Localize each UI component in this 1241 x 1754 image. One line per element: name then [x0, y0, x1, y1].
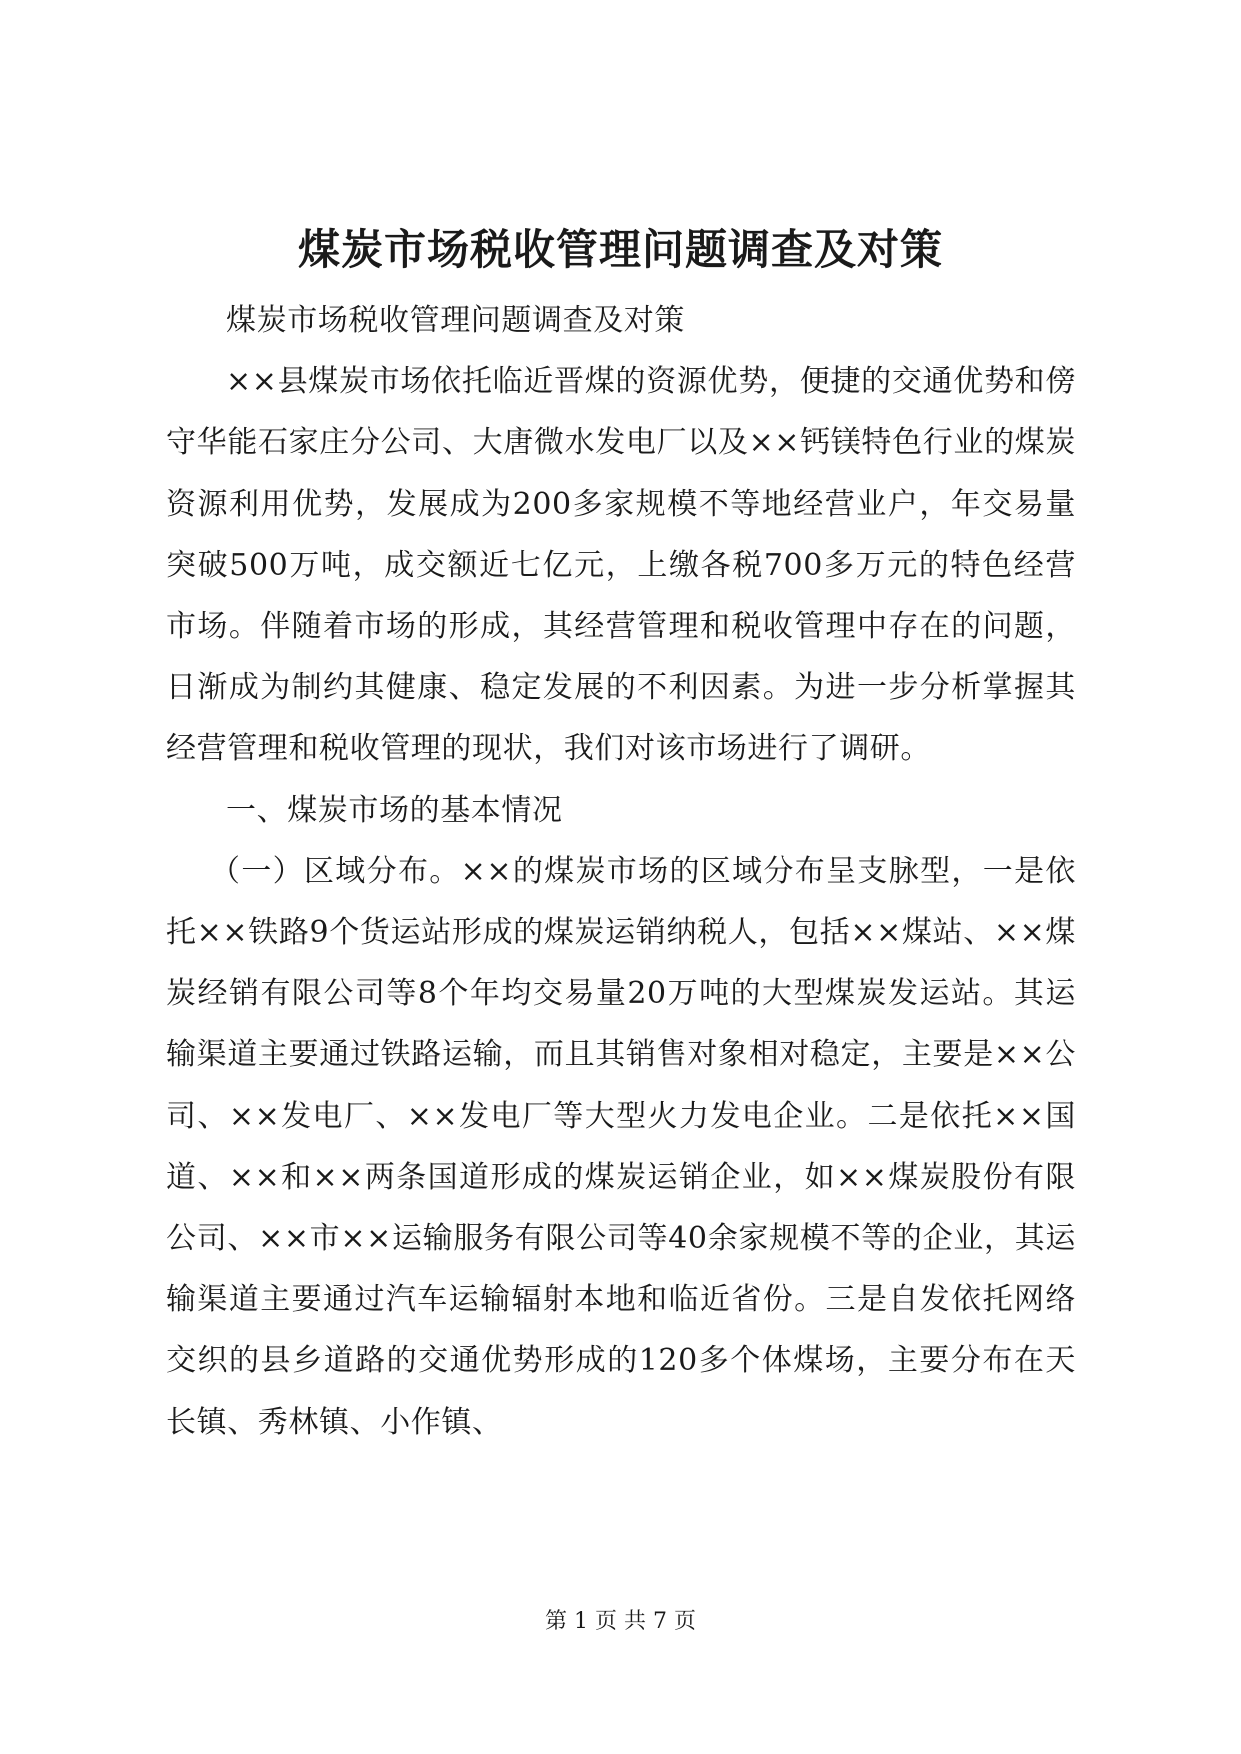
- section-heading: 一、煤炭市场的基本情况: [226, 792, 563, 828]
- page-footer: 第 1 页 共 7 页: [545, 1609, 696, 1634]
- paragraph-regional-distribution: （一）区域分布。××的煤炭市场的区域分布呈支脉型，一是依托××铁路9个货运站形成的煤炭运销纳税人，包括××煤站、××煤炭经销有限公司等8个年均交易量20万吨的大型煤炭发运站。其运输渠道主要通过铁路运输，而且其销售对象相对稳定，主要是××公司、××发电厂、××发电厂等大型火力发电企业。二是依托××国道、××和××两条国道形成的煤炭运销企业，如××煤炭股份有限公司、××市××运输服务有限公司等40余家规模不等的企业，其运输渠道主要通过汽车运输辐射本地和临近省份。三是自发依托网络交织的县乡道路的交通优势形成的120多个体煤场，主要分布在天长镇、秀林镇、小作镇、: [166, 853, 1076, 1440]
- document-body: [166, 290, 1076, 1453]
- document-title: 煤炭市场税收管理问题调查及对策: [297, 225, 943, 274]
- paragraph-subtitle: 煤炭市场税收管理问题调查及对策: [226, 303, 685, 338]
- paragraph-intro: ××县煤炭市场依托临近晋煤的资源优势，便捷的交通优势和傍守华能石家庄分公司、大唐微水发电厂以及××钙镁特色行业的煤炭资源利用优势，发展成为200多家规模不等地经营业户，年交易量突破500万吨，成交额近七亿元，上缴各税700多万元的特色经营市场。伴随着市场的形成，其经营管理和税收管理中存在的问题，日渐成为制约其健康、稳定发展的不利因素。为进一步分析掌握其经营管理和税收管理的现状，我们对该市场进行了调研。: [166, 364, 1076, 767]
